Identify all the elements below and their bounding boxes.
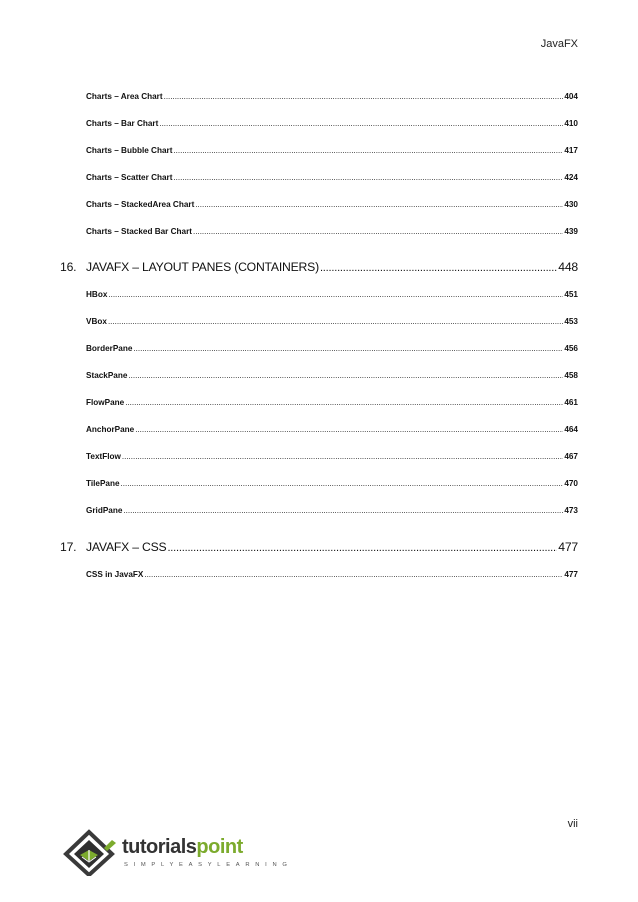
toc-entry-page: 464 — [564, 425, 578, 434]
toc-leader-dots — [108, 317, 563, 326]
toc-leader-dots — [128, 371, 563, 380]
toc-leader-dots — [135, 425, 563, 434]
toc-entry-label: BorderPane — [86, 344, 133, 353]
toc-entry[interactable] — [60, 290, 578, 299]
toc-entry-label: HBox — [86, 290, 108, 299]
toc-entry-label: TilePane — [86, 479, 120, 488]
toc-entry[interactable] — [60, 200, 578, 209]
toc-chapter-title: JAVAFX – CSS — [86, 540, 167, 554]
toc-entry-page: 477 — [564, 570, 578, 579]
toc-entry[interactable] — [60, 506, 578, 515]
toc-leader-dots — [320, 262, 557, 274]
toc-entry[interactable] — [60, 119, 578, 128]
toc-leader-dots — [173, 173, 563, 182]
toc-leader-dots — [123, 506, 563, 515]
toc-entry-page: 453 — [564, 317, 578, 326]
tutorialspoint-logo — [60, 828, 293, 876]
toc-entry-page: 458 — [564, 371, 578, 380]
toc-entry-page: 404 — [564, 92, 578, 101]
toc-leader-dots — [173, 146, 563, 155]
logo-tagline: SIMPLYEASYLEARNING — [124, 862, 293, 868]
toc-leader-dots — [195, 200, 563, 209]
toc-leader-dots — [193, 227, 563, 236]
toc-chapter-title: JAVAFX – LAYOUT PANES (CONTAINERS) — [86, 260, 319, 274]
toc-entry-label: CSS in JavaFX — [86, 570, 144, 579]
toc-chapter-number: 17. — [60, 540, 77, 554]
toc-entry-label: GridPane — [86, 506, 123, 515]
logo-brand-main: tutorials — [122, 836, 197, 858]
toc-entry-page: 430 — [564, 200, 578, 209]
toc-entry-page: 456 — [564, 344, 578, 353]
toc-entry-label: Charts – Stacked Bar Chart — [86, 227, 193, 236]
page-number: vii — [567, 818, 578, 830]
toc-leader-dots — [159, 119, 563, 128]
toc-leader-dots — [133, 344, 563, 353]
toc-entry[interactable] — [60, 173, 578, 182]
toc-leader-dots — [144, 570, 563, 579]
toc-chapter-entry[interactable] — [60, 540, 578, 554]
logo-brand-accent: point — [196, 836, 243, 858]
toc-chapter-page: 448 — [558, 260, 578, 274]
toc-entry-page: 424 — [564, 173, 578, 182]
toc-leader-dots — [122, 452, 563, 461]
toc-chapter-entry[interactable] — [60, 260, 578, 274]
toc-entry-label: TextFlow — [86, 452, 121, 461]
running-header-title: JavaFX — [540, 38, 578, 50]
tutorialspoint-emblem-icon — [60, 828, 122, 876]
toc-entry[interactable] — [60, 317, 578, 326]
toc-entry[interactable] — [60, 146, 578, 155]
toc-entry[interactable] — [60, 425, 578, 434]
toc-entry-label: Charts – Area Chart — [86, 92, 163, 101]
toc-chapter-page: 477 — [558, 540, 578, 554]
toc-entry[interactable] — [60, 479, 578, 488]
toc-entry-page: 417 — [564, 146, 578, 155]
toc-entry-label: VBox — [86, 317, 107, 326]
toc-entry-page: 470 — [564, 479, 578, 488]
toc-entry-page: 473 — [564, 506, 578, 515]
toc-entry[interactable] — [60, 398, 578, 407]
toc-entry[interactable] — [60, 570, 578, 579]
toc-entry[interactable] — [60, 371, 578, 380]
toc-leader-dots — [164, 92, 564, 101]
toc-entry[interactable] — [60, 452, 578, 461]
toc-entry-label: Charts – Bar Chart — [86, 119, 159, 128]
toc-entry-label: FlowPane — [86, 398, 125, 407]
toc-leader-dots — [121, 479, 564, 488]
toc-entry-label: AnchorPane — [86, 425, 135, 434]
toc-entry-page: 467 — [564, 452, 578, 461]
toc-entry-label: Charts – StackedArea Chart — [86, 200, 195, 209]
toc-entry-label: StackPane — [86, 371, 128, 380]
toc-entry[interactable] — [60, 92, 578, 101]
toc-entry-page: 439 — [564, 227, 578, 236]
toc-entry[interactable] — [60, 227, 578, 236]
toc-entry-label: Charts – Bubble Chart — [86, 146, 173, 155]
toc-entry-page: 461 — [564, 398, 578, 407]
toc-entry-page: 451 — [564, 290, 578, 299]
toc-chapter-number: 16. — [60, 260, 77, 274]
toc-entry[interactable] — [60, 344, 578, 353]
toc-leader-dots — [108, 290, 563, 299]
toc-entry-label: Charts – Scatter Chart — [86, 173, 173, 182]
toc-leader-dots — [125, 398, 563, 407]
toc-leader-dots — [167, 542, 557, 554]
toc-entry-page: 410 — [564, 119, 578, 128]
